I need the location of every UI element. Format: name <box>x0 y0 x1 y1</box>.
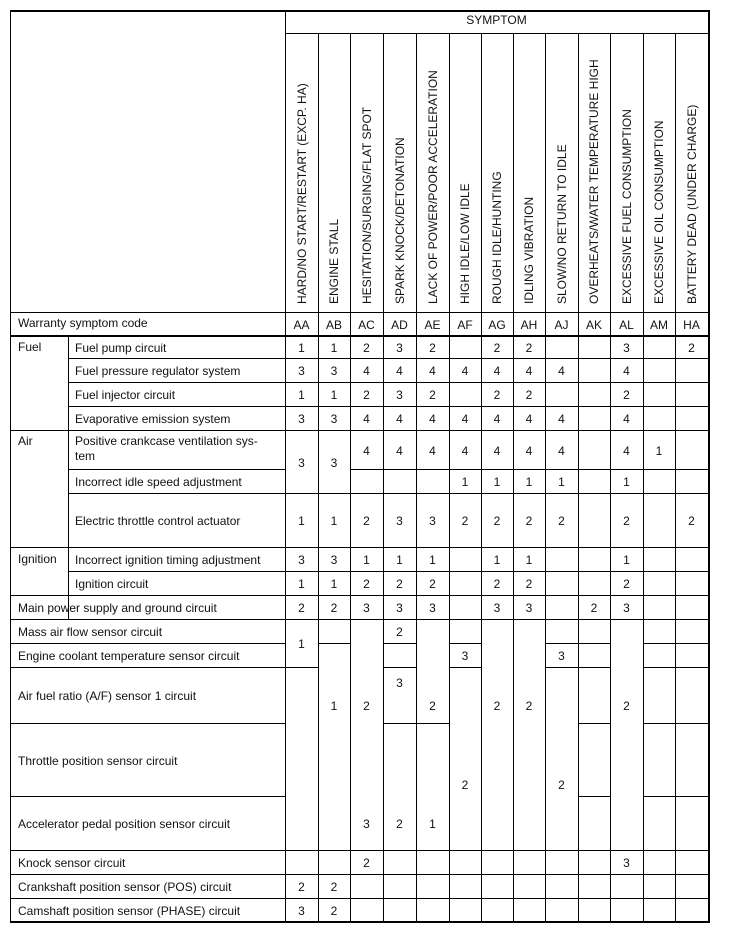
cell-value: 1 <box>525 553 533 567</box>
cell-value: 2 <box>396 577 403 591</box>
grid-line-v <box>318 33 319 923</box>
grid-line-h <box>68 571 709 572</box>
cell-value: 2 <box>396 625 403 639</box>
cell-value: 4 <box>461 412 469 426</box>
cell-value: 4 <box>525 364 533 378</box>
cell-value: 3 <box>298 364 305 378</box>
symptom-column-header: EXCESSIVE FUEL CONSUMPTION <box>619 109 634 304</box>
grid-line-h <box>578 723 611 724</box>
grid-line-h <box>10 667 319 668</box>
cell-value: 1 <box>298 514 305 528</box>
cell-value: 4 <box>525 412 533 426</box>
cell-value: 4 <box>623 364 630 378</box>
cell-value: 1 <box>623 553 630 567</box>
cell-value: 2 <box>525 340 533 355</box>
cell-value: 3 <box>330 364 338 378</box>
grid-line-h <box>10 643 286 644</box>
cell-value: 3 <box>330 455 338 470</box>
cell-value: 3 <box>298 553 305 567</box>
cell-value: 2 <box>525 699 533 713</box>
cell-value: 1 <box>429 553 436 567</box>
cell-value: 2 <box>330 880 338 894</box>
grid-line-h <box>643 796 709 797</box>
item-ign-timing: Incorrect ignition timing adjustment <box>75 553 261 567</box>
warranty-label: Warranty symptom code <box>18 316 148 330</box>
symptom-column-header: ENGINE STALL <box>327 218 341 304</box>
cell-value: 2 <box>493 699 501 713</box>
grid-line-h <box>383 643 417 644</box>
cell-value: 2 <box>623 388 630 402</box>
cell-value: 2 <box>493 577 501 591</box>
cell-value: 3 <box>558 649 565 663</box>
grid-line-h <box>10 723 286 724</box>
symptom-column-header: IDLING VIBRATION <box>522 196 536 304</box>
grid-line-h <box>68 493 709 494</box>
item-maf: Mass air flow sensor circuit <box>18 625 163 639</box>
item-fuel_pump: Fuel pump circuit <box>75 340 167 355</box>
cell-value: 3 <box>396 340 403 355</box>
grid-line-h <box>285 33 709 34</box>
cell-value: 2 <box>330 601 338 615</box>
grid-line-v <box>383 33 384 923</box>
cell-value: 3 <box>363 601 370 615</box>
grid-line-h <box>10 547 709 548</box>
warranty-code: AM <box>650 317 668 332</box>
grid-line-h <box>643 667 709 668</box>
cell-value: 4 <box>363 364 370 378</box>
cell-value: 2 <box>429 340 436 355</box>
cell-value: 3 <box>298 412 305 426</box>
grid-line-v <box>578 33 579 923</box>
cell-value: 2 <box>493 340 501 355</box>
cell-value: 3 <box>429 601 436 615</box>
grid-line-v <box>68 335 69 619</box>
cell-value: 3 <box>396 601 403 615</box>
grid-line-h <box>10 595 709 596</box>
cell-value: 2 <box>461 514 469 528</box>
cell-value: 3 <box>330 412 338 426</box>
grid-line-h <box>10 898 709 899</box>
cell-value: 2 <box>363 514 370 528</box>
cell-value: 1 <box>298 340 305 355</box>
cell-value: 2 <box>429 699 436 713</box>
cell-value: 3 <box>493 601 501 615</box>
cell-value: 4 <box>558 364 565 378</box>
cell-value: 1 <box>525 475 533 489</box>
cell-value: 3 <box>429 514 436 528</box>
cell-value: 3 <box>396 514 403 528</box>
grid-line-h <box>643 723 709 724</box>
cell-value: 2 <box>525 388 533 402</box>
cell-value: 4 <box>623 412 630 426</box>
cell-value: 3 <box>525 601 533 615</box>
grid-line-h <box>578 667 611 668</box>
grid-line-h <box>10 850 709 851</box>
cell-value: 4 <box>623 443 630 458</box>
cell-value: 4 <box>461 443 469 458</box>
cell-value: 3 <box>623 601 630 615</box>
cell-value: 2 <box>493 388 501 402</box>
warranty-code: AL <box>619 317 634 332</box>
cell-value: 2 <box>590 601 598 615</box>
cell-value: 1 <box>330 577 338 591</box>
cell-value: 3 <box>623 856 630 870</box>
item-evap: Evaporative emission system <box>75 412 231 426</box>
cell-value: 4 <box>396 443 403 458</box>
cell-value: 2 <box>298 880 305 894</box>
warranty-code: AB <box>325 317 342 332</box>
cell-value: 2 <box>623 514 630 528</box>
cell-value: 1 <box>298 637 305 651</box>
cell-value: 4 <box>396 364 403 378</box>
cell-value: 1 <box>429 817 436 831</box>
item-main-power: Main power supply and ground circuit <box>18 601 217 615</box>
warranty-code: AG <box>488 317 506 332</box>
warranty-code: HA <box>683 317 700 332</box>
cell-value: 2 <box>461 778 469 792</box>
symptom-column-header: ROUGH IDLE/HUNTING <box>490 171 504 304</box>
cell-value: 2 <box>363 856 370 870</box>
cell-value: 1 <box>330 388 338 402</box>
symptom-column-header: OVERHEATS/WATER TEMPERATURE HIGH <box>587 59 601 304</box>
grid-line-v <box>708 10 710 923</box>
cell-value: 4 <box>558 443 565 458</box>
cell-value: 1 <box>396 553 403 567</box>
cell-value: 4 <box>363 443 370 458</box>
cell-value: 2 <box>623 577 630 591</box>
cell-value: 2 <box>429 577 436 591</box>
cell-value: 1 <box>558 475 565 489</box>
cell-value: 2 <box>688 514 695 528</box>
cell-value: 2 <box>363 388 370 402</box>
symptom-column-header: SPARK KNOCK/DETONATION <box>392 137 407 304</box>
grid-line-h <box>383 723 417 724</box>
cell-value: 4 <box>429 443 436 458</box>
grid-line-h <box>68 358 709 359</box>
symptom-column-header: HARD/NO START/RESTART (EXCP. HA) <box>294 83 309 304</box>
cell-value: 1 <box>298 388 305 402</box>
warranty-code: AJ <box>554 317 569 332</box>
symptom-header: SYMPTOM <box>466 13 527 27</box>
item-ect: Engine coolant temperature sensor circuit <box>18 649 240 663</box>
item-tps: Throttle position sensor circuit <box>18 753 178 768</box>
cell-value: 2 <box>363 340 370 355</box>
cell-value: 4 <box>493 443 501 458</box>
cell-value: 3 <box>396 676 403 690</box>
item-af: Air fuel ratio (A/F) sensor 1 circuit <box>18 689 197 703</box>
item-knock: Knock sensor circuit <box>18 856 126 870</box>
grid-line-v <box>350 33 351 923</box>
symptom-column-header: HESITATION/SURGING/FLAT SPOT <box>359 106 374 304</box>
cell-value: 4 <box>461 364 469 378</box>
cell-value: 4 <box>525 443 533 458</box>
cell-value: 3 <box>298 903 305 918</box>
item-fuel_pressure: Fuel pressure regulator system <box>75 364 241 378</box>
symptom-column-header: LACK OF POWER/POOR ACCELERATION <box>425 70 440 304</box>
grid-line-h <box>578 796 611 797</box>
grid-line-h <box>10 312 709 313</box>
cell-value: 3 <box>298 455 305 470</box>
grid-line-v <box>643 33 644 923</box>
grid-line-h <box>350 469 709 470</box>
cell-value: 1 <box>298 577 305 591</box>
warranty-code: AH <box>520 317 538 332</box>
cell-value: 4 <box>493 412 501 426</box>
group-fuel: Fuel <box>18 340 42 354</box>
symptom-column-header: HIGH IDLE/LOW IDLE <box>458 183 472 304</box>
cell-value: 2 <box>429 388 436 402</box>
cell-value: 4 <box>493 364 501 378</box>
warranty-code: AF <box>457 317 473 332</box>
cell-value: 4 <box>429 412 436 426</box>
cell-value: 1 <box>330 340 338 355</box>
cell-value: 4 <box>558 412 565 426</box>
item-idle-speed: Incorrect idle speed adjustment <box>75 475 242 489</box>
grid-line-h <box>383 667 417 668</box>
grid-line-h <box>449 667 482 668</box>
group-air: Air <box>18 434 33 448</box>
warranty-code: AC <box>358 317 375 332</box>
grid-line-h <box>10 335 709 337</box>
grid-line-v <box>416 33 417 923</box>
cell-value: 1 <box>623 475 630 489</box>
grid-line-h <box>643 643 709 644</box>
grid-line-h <box>10 921 709 923</box>
grid-line-h <box>545 667 579 668</box>
grid-line-h <box>68 469 286 470</box>
warranty-code: AD <box>391 317 408 332</box>
item-fuel_injector: Fuel injector circuit <box>75 388 176 402</box>
item-cmp: Camshaft position sensor (PHASE) circuit <box>18 903 241 918</box>
cell-value: 3 <box>623 340 630 355</box>
grid-line-v <box>675 33 676 923</box>
cell-value: 1 <box>493 475 501 489</box>
grid-line-h <box>68 406 709 407</box>
cell-value: 1 <box>461 475 469 489</box>
cell-value: 2 <box>363 699 370 713</box>
grid-line-v <box>10 10 11 923</box>
cell-value: 2 <box>298 601 305 615</box>
grid-line-h <box>10 10 709 12</box>
cell-value: 3 <box>330 553 338 567</box>
grid-line-h <box>10 796 286 797</box>
cell-value: 2 <box>363 577 370 591</box>
cell-value: 2 <box>330 903 338 918</box>
grid-line-h <box>68 382 709 383</box>
cell-value: 2 <box>558 514 565 528</box>
item-ign-circuit: Ignition circuit <box>75 577 149 591</box>
symptom-column-header: BATTERY DEAD (UNDER CHARGE) <box>684 104 699 304</box>
cell-value: 2 <box>688 340 695 355</box>
symptom-column-header: SLOW/NO RETURN TO IDLE <box>554 144 569 304</box>
cell-value: 1 <box>330 514 338 528</box>
cell-value: 2 <box>396 817 403 831</box>
cell-value: 1 <box>363 553 370 567</box>
grid-line-h <box>416 723 450 724</box>
grid-line-h <box>10 619 709 620</box>
item-etc: Electric throttle control actuator <box>75 514 241 528</box>
cell-value: 2 <box>525 577 533 591</box>
symptom-column-header: EXCESSIVE OIL CONSUMPTION <box>652 120 666 304</box>
cell-value: 3 <box>461 649 469 663</box>
cell-value: 1 <box>655 443 663 458</box>
warranty-code: AK <box>585 317 602 332</box>
cell-value: 2 <box>493 514 501 528</box>
group-ignition: Ignition <box>18 552 57 566</box>
cell-value: 1 <box>493 553 501 567</box>
item-ckp: Crankshaft position sensor (POS) circuit <box>18 880 232 894</box>
cell-value: 3 <box>396 388 403 402</box>
cell-value: 3 <box>363 817 370 831</box>
cell-value: 2 <box>558 778 565 792</box>
warranty-code: AA <box>293 317 310 332</box>
cell-value: 4 <box>396 412 403 426</box>
cell-value: 4 <box>363 412 370 426</box>
warranty-code: AE <box>424 317 441 332</box>
grid-line-h <box>10 874 709 875</box>
item-apps: Accelerator pedal position sensor circuit <box>18 817 231 831</box>
cell-value: 1 <box>330 699 338 713</box>
grid-line-h <box>318 643 351 644</box>
cell-value: 2 <box>623 699 630 713</box>
grid-line-h <box>10 430 709 431</box>
item-pcv-line2: tem <box>75 449 96 463</box>
cell-value: 4 <box>429 364 436 378</box>
cell-value: 2 <box>525 514 533 528</box>
item-pcv-line1: Positive crankcase ventilation sys- <box>75 434 258 448</box>
grid-line-h <box>449 643 482 644</box>
